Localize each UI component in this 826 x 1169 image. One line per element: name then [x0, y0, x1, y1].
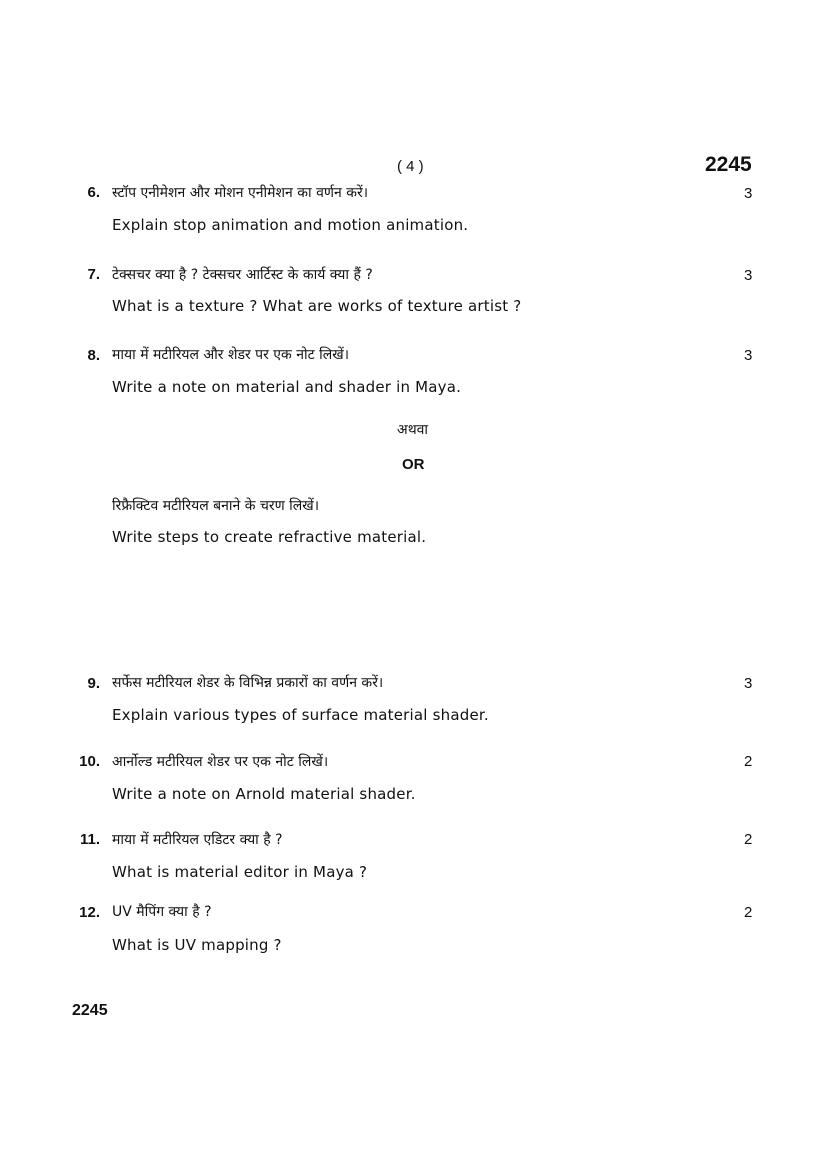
question-11-marks: 2	[744, 831, 753, 848]
paper-code-footer: 2245	[72, 1002, 108, 1019]
question-10-number: 10.	[79, 753, 100, 770]
question-12-hindi: UV मैपिंग क्या है ?	[112, 904, 212, 920]
question-7-hindi: टेक्सचर क्या है ? टेक्सचर आर्टिस्ट के कार्य क्या हैं ?	[112, 267, 373, 283]
question-10-english: Write a note on Arnold material shader.	[112, 785, 416, 803]
question-12-english: What is UV mapping ?	[112, 936, 282, 954]
question-8-hindi: माया में मटीरियल और शेडर पर एक नोट लिखें।	[112, 347, 350, 363]
page-number: ( 4 )	[397, 158, 424, 175]
alternative-hindi: रिफ्रैक्टिव मटीरियल बनाने के चरण लिखें।	[112, 498, 320, 514]
question-8-marks: 3	[744, 347, 753, 364]
question-6-number: 6.	[87, 184, 100, 201]
question-12-marks: 2	[744, 904, 753, 921]
or-hindi-label: अथवा	[397, 422, 429, 438]
or-english-label: OR	[402, 456, 425, 473]
question-10-hindi: आर्नोल्ड मटीरियल शेडर पर एक नोट लिखें।	[112, 754, 329, 770]
question-10-marks: 2	[744, 753, 753, 770]
alternative-english: Write steps to create refractive material.	[112, 528, 427, 546]
question-11-hindi: माया में मटीरियल एडिटर क्या है ?	[112, 832, 283, 848]
question-11-english: What is material editor in Maya ?	[112, 863, 368, 881]
question-7-marks: 3	[744, 267, 753, 284]
question-9-hindi: सर्फेस मटीरियल शेडर के विभिन्न प्रकारों का वर्णन करें।	[112, 675, 384, 691]
question-8-english: Write a note on material and shader in Maya.	[112, 378, 462, 396]
question-9-number: 9.	[87, 675, 100, 692]
question-6-hindi: स्टॉप एनीमेशन और मोशन एनीमेशन का वर्णन करें।	[112, 185, 369, 201]
question-8-number: 8.	[87, 347, 100, 364]
question-9-english: Explain various types of surface material shader.	[112, 706, 489, 724]
paper-code-header: 2245	[705, 153, 752, 176]
question-6-english: Explain stop animation and motion animation.	[112, 216, 469, 234]
question-9-marks: 3	[744, 675, 753, 692]
question-7-english: What is a texture ? What are works of texture artist ?	[112, 297, 522, 315]
question-12-number: 12.	[79, 904, 100, 921]
question-6-marks: 3	[744, 185, 753, 202]
question-7-number: 7.	[87, 266, 100, 283]
question-11-number: 11.	[79, 831, 100, 848]
